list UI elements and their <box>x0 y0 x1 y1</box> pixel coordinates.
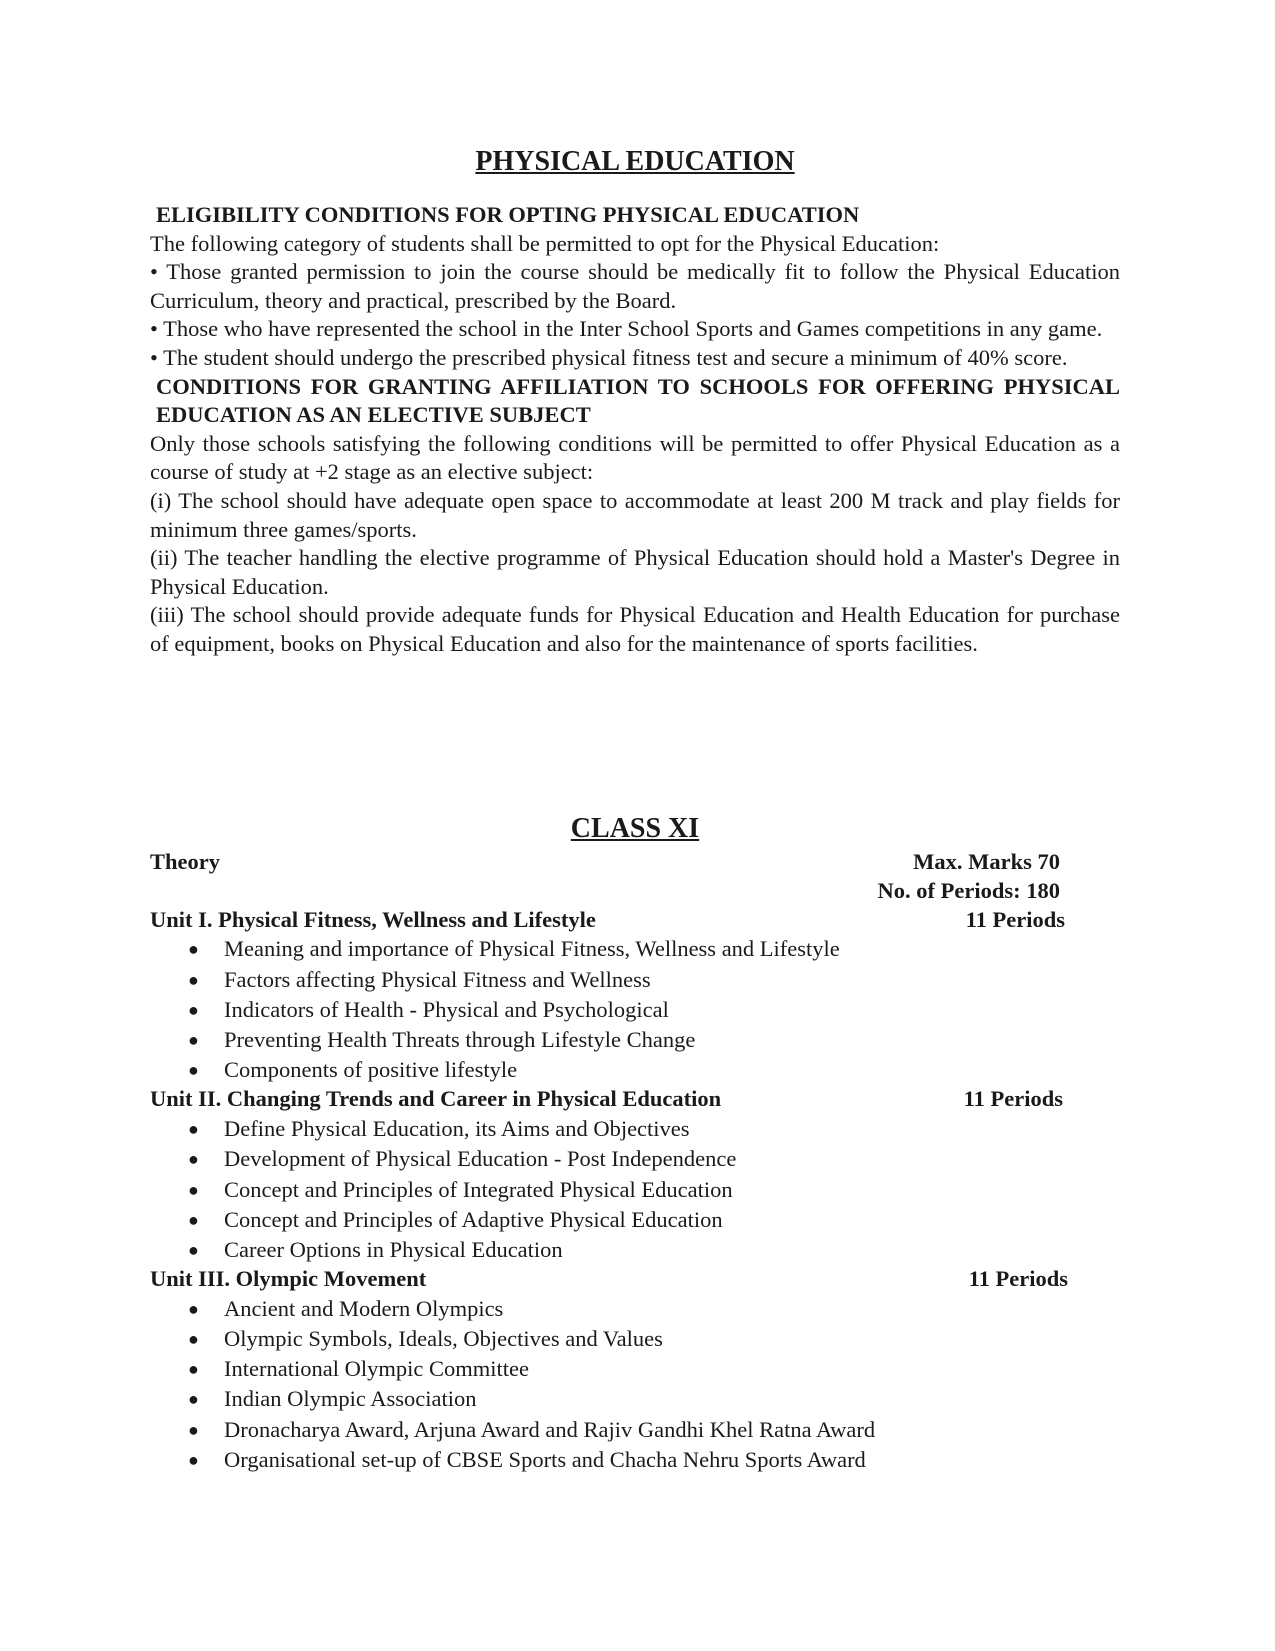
bullet-icon: ● <box>188 1419 199 1440</box>
unit-periods: 11 Periods <box>963 1086 1063 1112</box>
unit-heading <box>150 906 1120 935</box>
eligibility-point: • Those who have represented the school in the Inter School Sports and Games competitions in any game. <box>150 316 1103 342</box>
unit-periods: 11 Periods <box>965 906 1065 932</box>
unit-title: Unit II. Changing Trends and Career in Physical Education <box>150 1086 722 1112</box>
page-title: PHYSICAL EDUCATION <box>475 146 795 177</box>
list-item: ● Ancient and Modern Olympics <box>150 1294 1120 1324</box>
eligibility-intro: The following category of students shall be permitted to opt for the Physical Education: <box>150 230 940 256</box>
unit-heading <box>150 1085 1120 1114</box>
list-item: ● Factors affecting Physical Fitness and Wellness <box>150 965 1120 995</box>
eligibility-section <box>150 201 1120 659</box>
eligibility-point: • Those granted permission to join the course should be medically fit to follow the Physical Education Curriculum, theory and practical, prescribed by the Board. <box>150 259 1120 313</box>
unit-heading <box>150 1265 1120 1294</box>
total-periods: No. of Periods: 180 <box>877 877 1060 903</box>
theory-row <box>150 848 1120 877</box>
bullet-icon: ● <box>188 1329 199 1350</box>
affiliation-point: (ii) The teacher handling the elective programme of Physical Education should hold a Master's Degree in Physical Education. <box>150 545 1120 599</box>
bullet-icon: ● <box>188 1239 199 1260</box>
max-marks: Max. Marks 70 <box>913 849 1060 874</box>
bullet-icon: ● <box>188 1119 199 1140</box>
bullet-icon: ● <box>188 1060 199 1081</box>
syllabus-section <box>150 848 1120 1475</box>
list-item: ● Meaning and importance of Physical Fitness, Wellness and Lifestyle <box>150 934 1120 964</box>
affiliation-point: (i) The school should have adequate open space to accommodate at least 200 M track and play fields for minimum three games/sports. <box>150 487 1120 542</box>
list-item: ● Development of Physical Education - Post Independence <box>150 1144 1120 1174</box>
list-item: ● Concept and Principles of Adaptive Physical Education <box>150 1205 1120 1235</box>
list-item: ● Dronacharya Award, Arjuna Award and Rajiv Gandhi Khel Ratna Award <box>150 1415 1120 1445</box>
list-item: ● Career Options in Physical Education <box>150 1235 1120 1265</box>
bullet-icon: ● <box>188 1209 199 1230</box>
list-item: ● Indian Olympic Association <box>150 1384 1120 1414</box>
affiliation-point: (iii) The school should provide adequate funds for Physical Education and Health Education for purchase of equipment, books on Physical Education and also for the maintenance of sports facilities. <box>150 602 1120 656</box>
class-title: CLASS XI <box>570 813 700 844</box>
bullet-icon: ● <box>188 1298 199 1319</box>
unit-topic-list <box>150 934 1120 1085</box>
bullet-icon: ● <box>188 969 199 990</box>
bullet-icon: ● <box>188 1359 199 1380</box>
list-item: ● Define Physical Education, its Aims and Objectives <box>150 1114 1120 1144</box>
theory-label: Theory <box>150 849 220 874</box>
list-item: ● International Olympic Committee <box>150 1354 1120 1384</box>
bullet-icon: ● <box>188 1389 199 1410</box>
unit-topic-list <box>150 1114 1120 1265</box>
bullet-icon: ● <box>188 1449 199 1470</box>
list-item: ● Components of positive lifestyle <box>150 1055 1120 1085</box>
bullet-icon: ● <box>188 1029 199 1050</box>
list-item: ● Concept and Principles of Integrated Physical Education <box>150 1175 1120 1205</box>
unit-title: Unit III. Olympic Movement <box>150 1266 427 1292</box>
bullet-icon: ● <box>188 1179 199 1200</box>
eligibility-point: • The student should undergo the prescribed physical fitness test and secure a minimum of 40% score. <box>150 344 1068 370</box>
unit-periods: 11 Periods <box>968 1266 1068 1292</box>
affiliation-intro: Only those schools satisfying the following conditions will be permitted to offer Physical Education as a course of study at +2 stage as an elective subject: <box>150 430 1120 485</box>
list-item: ● Indicators of Health - Physical and Psychological <box>150 995 1120 1025</box>
bullet-icon: ● <box>188 999 199 1020</box>
list-item: ● Olympic Symbols, Ideals, Objectives and Values <box>150 1324 1120 1354</box>
unit-topic-list <box>150 1294 1120 1475</box>
list-item: ● Preventing Health Threats through Lifestyle Change <box>150 1025 1120 1055</box>
bullet-icon: ● <box>188 1149 199 1170</box>
periods-row <box>150 877 1120 906</box>
eligibility-heading: ELIGIBILITY CONDITIONS FOR OPTING PHYSICAL EDUCATION <box>156 202 860 227</box>
bullet-icon: ● <box>188 939 199 960</box>
unit-title: Unit I. Physical Fitness, Wellness and Lifestyle <box>150 906 596 932</box>
affiliation-heading: CONDITIONS FOR GRANTING AFFILIATION TO SCHOOLS FOR OFFERING PHYSICAL EDUCATION AS AN ELECTIVE SUBJECT <box>156 373 1120 428</box>
list-item: ● Organisational set-up of CBSE Sports and Chacha Nehru Sports Award <box>150 1445 1120 1475</box>
